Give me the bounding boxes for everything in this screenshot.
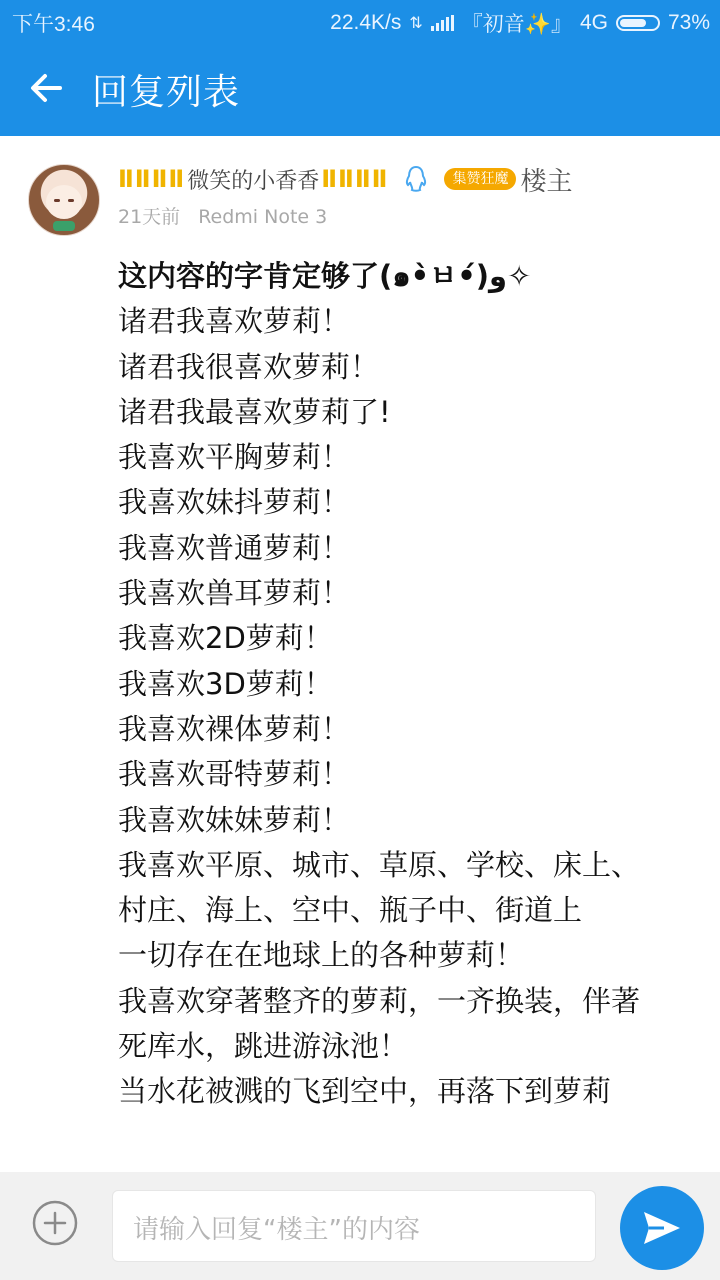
back-arrow-icon[interactable] <box>26 68 66 108</box>
status-icons <box>330 8 710 38</box>
name-decoration-left: ⅡⅡⅡⅡ <box>118 165 186 193</box>
battery-icon <box>616 15 660 31</box>
badge: 集赞狂魔 <box>444 168 516 190</box>
reply-bar <box>0 1172 720 1280</box>
avatar[interactable] <box>28 164 100 236</box>
reply-input[interactable]: 请输入回复“楼主”的内容 <box>112 1190 596 1262</box>
post-meta <box>118 202 327 229</box>
post-header <box>118 162 573 196</box>
owner-label: 楼主 <box>520 166 573 197</box>
post-first-line: 这内容的字肯定够了(๑•̀ㅂ•́)و✧ <box>118 259 532 293</box>
name-decoration-right: ⅡⅡⅡⅡ <box>321 165 389 193</box>
status-bar <box>0 0 720 40</box>
post-content <box>118 254 668 1115</box>
battery-percent: 73% <box>667 11 710 34</box>
notification-text: 『初音✨』 <box>461 13 572 36</box>
send-icon <box>642 1210 682 1246</box>
add-attachment-button[interactable] <box>32 1200 78 1246</box>
username[interactable]: 微笑的小香香 <box>187 168 320 194</box>
signal-icon <box>431 15 454 31</box>
page-title: 回复列表 <box>92 72 241 113</box>
plus-circle-icon <box>32 1200 78 1246</box>
network-speed: 22.4K/s <box>330 11 402 34</box>
data-arrows-icon: ⇅ <box>409 15 423 32</box>
post-time: 21天前 <box>118 206 181 228</box>
app-bar <box>0 40 720 136</box>
status-time: 下午3:46 <box>12 13 95 36</box>
post-device: Redmi Note 3 <box>198 206 328 228</box>
send-button[interactable] <box>620 1186 704 1270</box>
network-type: 4G <box>579 11 608 34</box>
qq-penguin-icon <box>404 165 428 193</box>
post <box>0 136 720 1172</box>
post-body: 诸君我喜欢萝莉！ 诸君我很喜欢萝莉！ 诸君我最喜欢萝莉了! 我喜欢平胸萝莉！ 我喜欢妹抖萝莉！ 我喜欢普通萝莉！ 我喜欢兽耳萝莉！ 我喜欢2D萝莉！ 我喜欢3D萝莉！ 我喜欢裸体萝莉！ 我喜欢哥特萝莉！ 我喜欢妹妹萝莉！ 我喜欢平原、城市、草原、学校、床上、村庄、海上、空中、瓶子中、街道上 一切存在在地球上的各种萝莉！ 我喜欢穿著整齐的萝莉，一齐换装，伴著死库水，跳进游泳池！ 当水花被溅的飞到空中，再落下到萝莉 <box>118 304 641 1109</box>
